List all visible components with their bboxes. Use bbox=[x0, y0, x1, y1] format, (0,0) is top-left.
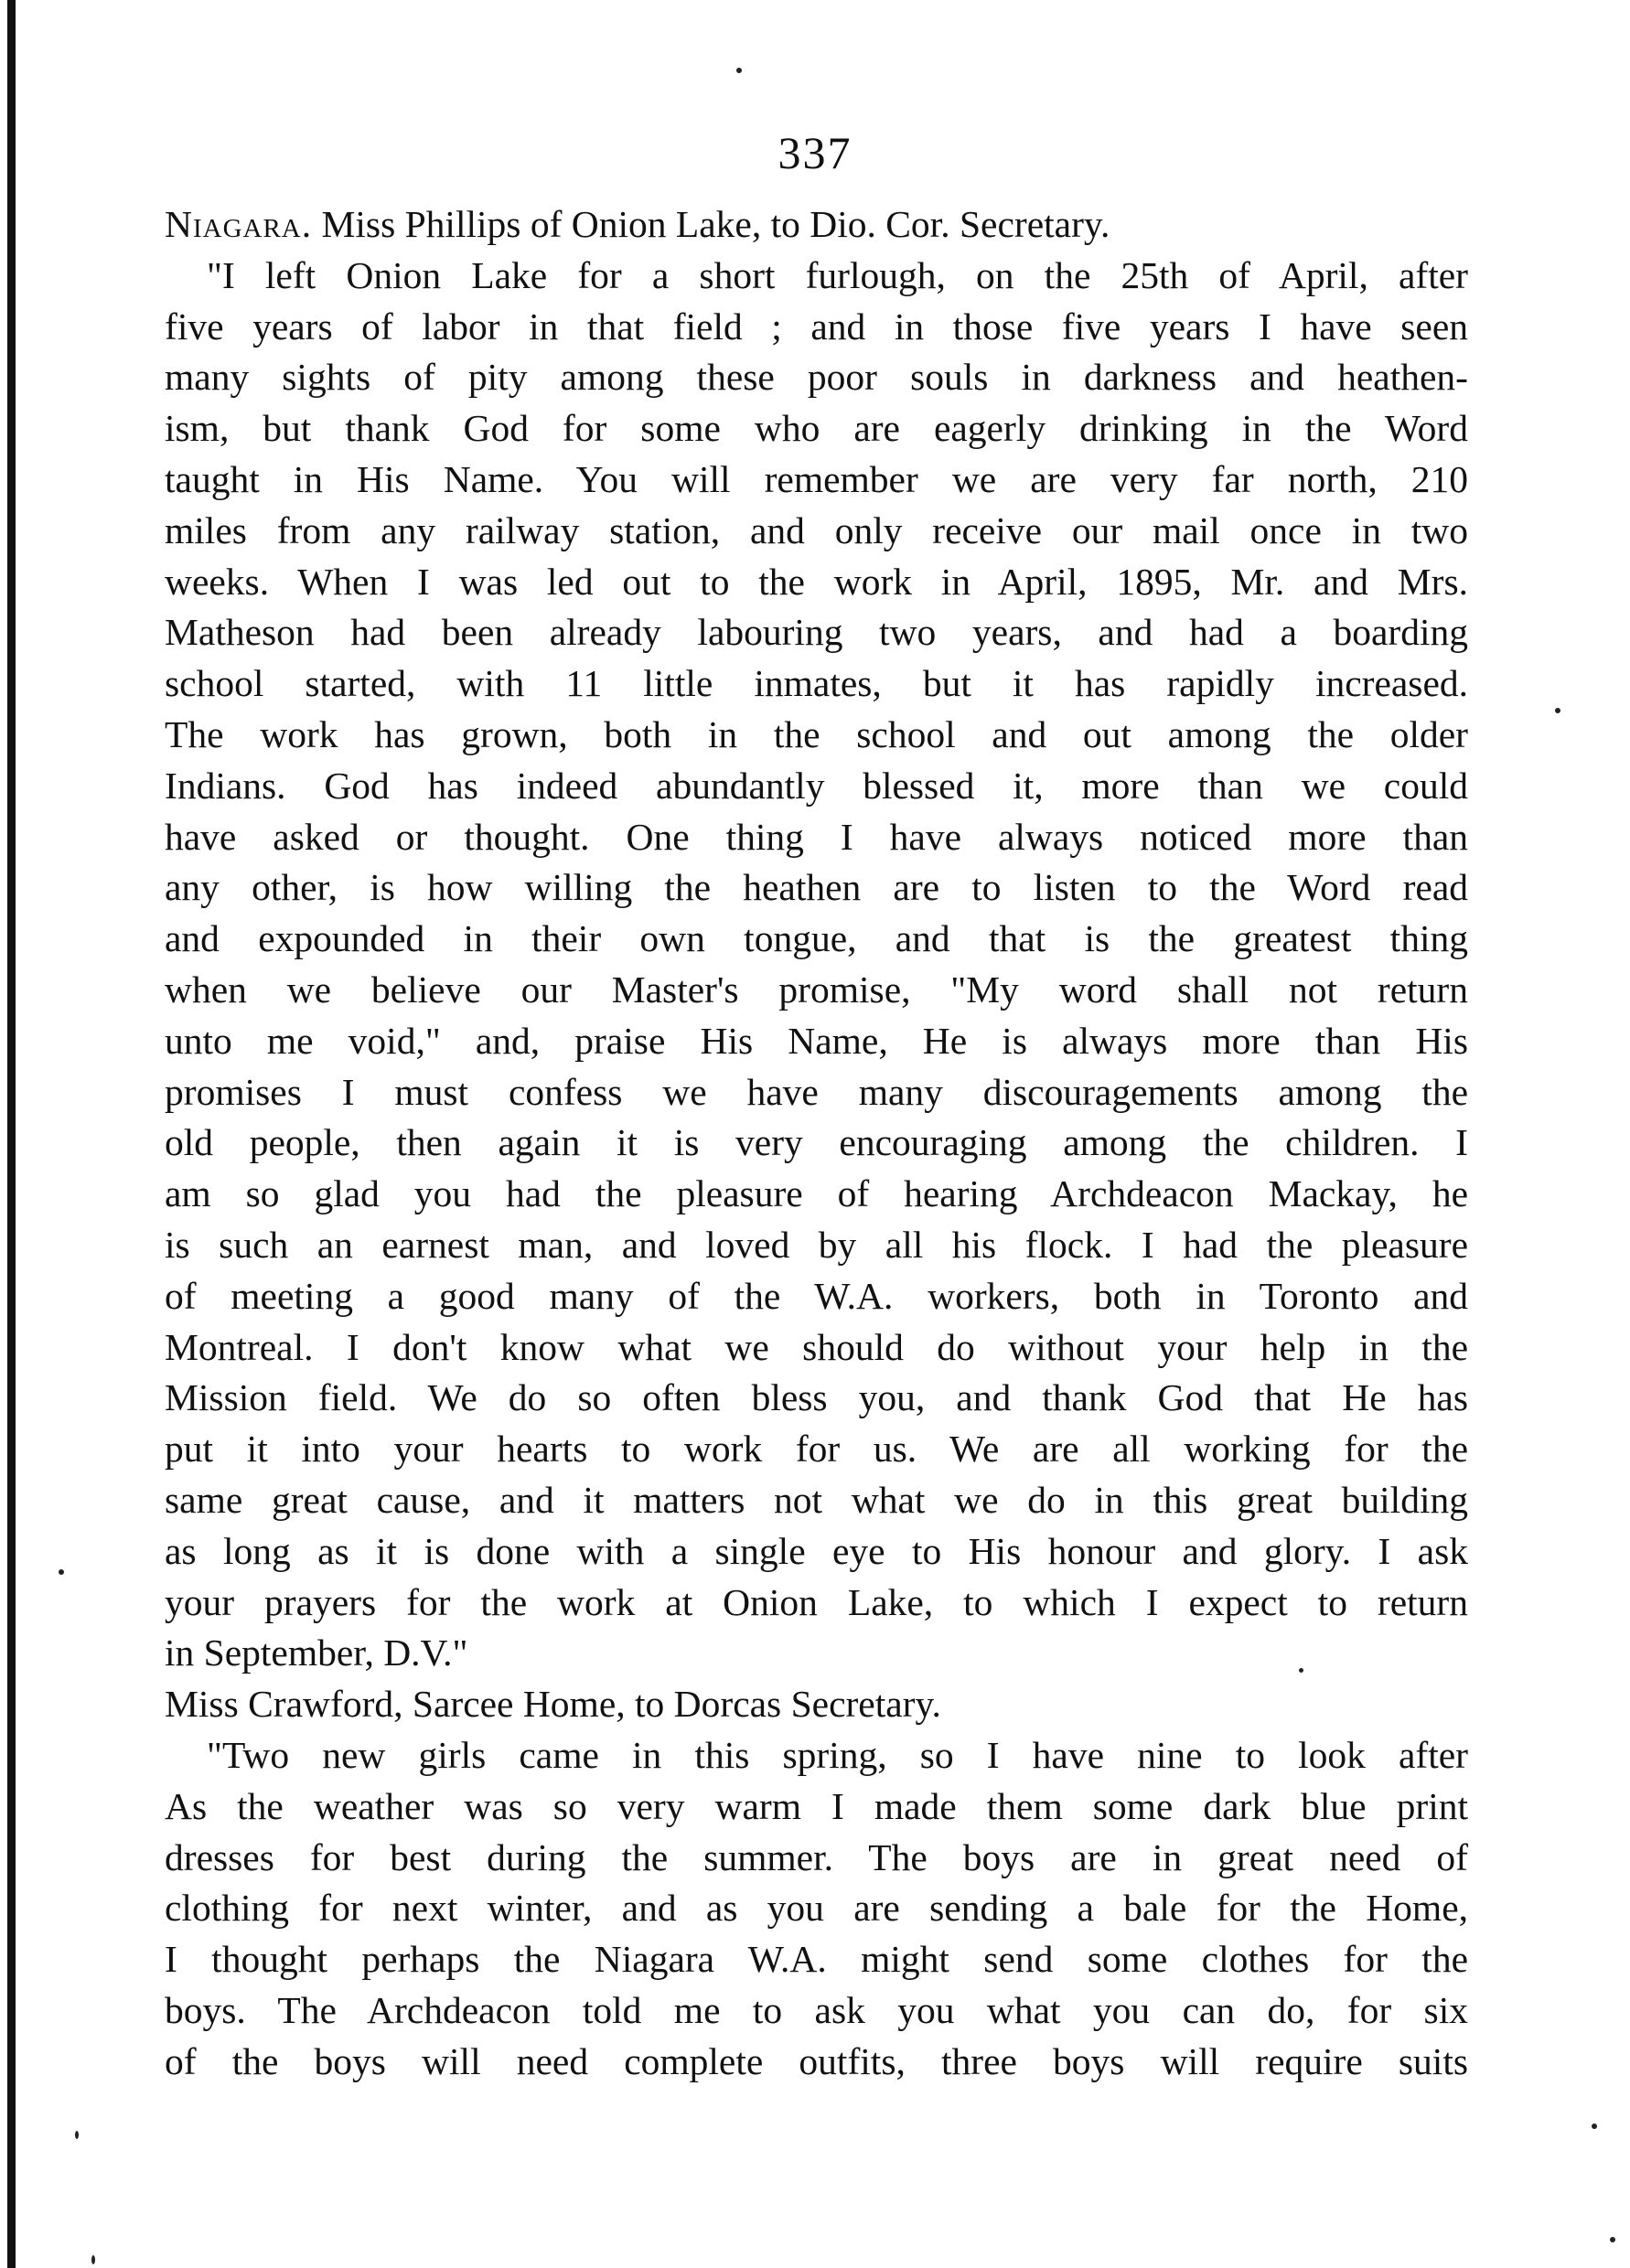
text-line: of meeting a good many of the W.A. workers, both in Toronto and bbox=[165, 1274, 1468, 1317]
heading-text: Miss Phillips of Onion Lake, to Dio. Cor. Secretary. bbox=[312, 203, 1110, 245]
text-line: any other, is how willing the heathen are to listen to the Word read bbox=[165, 866, 1468, 909]
text-line: Montreal. I don't know what we should do without your help in the bbox=[165, 1325, 1468, 1368]
text-line: unto me void," and, praise His Name, He is always more than His bbox=[165, 1019, 1468, 1062]
section-heading-niagara bbox=[165, 199, 1468, 251]
scan-left-edge-rule bbox=[7, 0, 16, 2268]
text-line: boys. The Archdeacon told me to ask you what you can do, for six bbox=[165, 1988, 1468, 2031]
text-line: same great cause, and it matters not what we do in this great building bbox=[165, 1478, 1468, 1521]
text-line: clothing for next winter, and as you are sending a bale for the Home, bbox=[165, 1887, 1468, 1930]
text-line: Matheson had been already labouring two years, and had a boarding bbox=[165, 611, 1468, 654]
scan-speck bbox=[1592, 2124, 1597, 2129]
text-line: "I left Onion Lake for a short furlough, on the 25th of April, after bbox=[207, 253, 1468, 296]
text-line: school started, with 11 little inmates, but it has rapidly increased. bbox=[165, 662, 1468, 705]
text-line: am so glad you had the pleasure of hearing Archdeacon Mackay, he bbox=[165, 1172, 1468, 1215]
text-line: taught in His Name. You will remember we are very far north, 210 bbox=[165, 457, 1468, 500]
text-line: ism, but thank God for some who are eagerly drinking in the Word bbox=[165, 407, 1468, 450]
section-heading-crawford: Miss Crawford, Sarcee Home, to Dorcas Secretary. bbox=[165, 1683, 941, 1726]
text-line: Indians. God has indeed abundantly blessed it, more than we could bbox=[165, 764, 1468, 807]
scan-speck bbox=[736, 68, 742, 73]
scan-speck bbox=[1299, 1668, 1303, 1673]
scan-speck bbox=[75, 2131, 79, 2139]
letter-phillips bbox=[165, 251, 1468, 1679]
text-line: in September, D.V." bbox=[165, 1631, 468, 1674]
text-line: Mission field. We do so often bless you, and thank God that He has bbox=[165, 1376, 1468, 1419]
scan-speck bbox=[91, 2255, 95, 2264]
text-line: as long as it is done with a single eye to His honour and glory. I ask bbox=[165, 1529, 1468, 1572]
text-line: and expounded in their own tongue, and that is the greatest thing bbox=[165, 917, 1468, 960]
text-line: of the boys will need complete outfits, three boys will require suits bbox=[165, 2039, 1468, 2082]
page-number: 337 bbox=[777, 127, 853, 178]
letter-crawford bbox=[165, 1730, 1468, 2088]
scan-speck bbox=[1610, 2237, 1615, 2242]
text-line: miles from any railway station, and only receive our mail once in two bbox=[165, 508, 1468, 551]
scan-speck bbox=[1555, 708, 1560, 713]
text-line: As the weather was so very warm I made them some dark blue print bbox=[165, 1784, 1468, 1827]
text-line: "Two new girls came in this spring, so I have nine to look after bbox=[207, 1733, 1468, 1776]
text-column bbox=[165, 199, 1468, 2087]
text-line: your prayers for the work at Onion Lake, to which I expect to return bbox=[165, 1580, 1468, 1623]
text-line: have asked or thought. One thing I have always noticed more than bbox=[165, 815, 1468, 858]
text-line: five years of labor in that field ; and in those five years I have seen bbox=[165, 305, 1468, 348]
heading-place: Niagara. bbox=[165, 203, 313, 245]
text-line: is such an earnest man, and loved by all his flock. I had the pleasure bbox=[165, 1223, 1468, 1266]
text-line: when we believe our Master's promise, "My word shall not return bbox=[165, 968, 1468, 1011]
text-line: old people, then again it is very encouraging among the children. I bbox=[165, 1121, 1468, 1164]
text-line: many sights of pity among these poor souls in darkness and heathen- bbox=[165, 356, 1468, 399]
text-line: The work has grown, both in the school and out among the older bbox=[165, 712, 1468, 755]
text-line: weeks. When I was led out to the work in April, 1895, Mr. and Mrs. bbox=[165, 560, 1468, 603]
text-line: dresses for best during the summer. The boys are in great need of bbox=[165, 1835, 1468, 1878]
text-line: put it into your hearts to work for us. We are all working for the bbox=[165, 1428, 1468, 1471]
text-line: I thought perhaps the Niagara W.A. might send some clothes for the bbox=[165, 1938, 1468, 1981]
scan-speck bbox=[59, 1569, 64, 1575]
text-line: promises I must confess we have many discouragements among the bbox=[165, 1070, 1468, 1113]
